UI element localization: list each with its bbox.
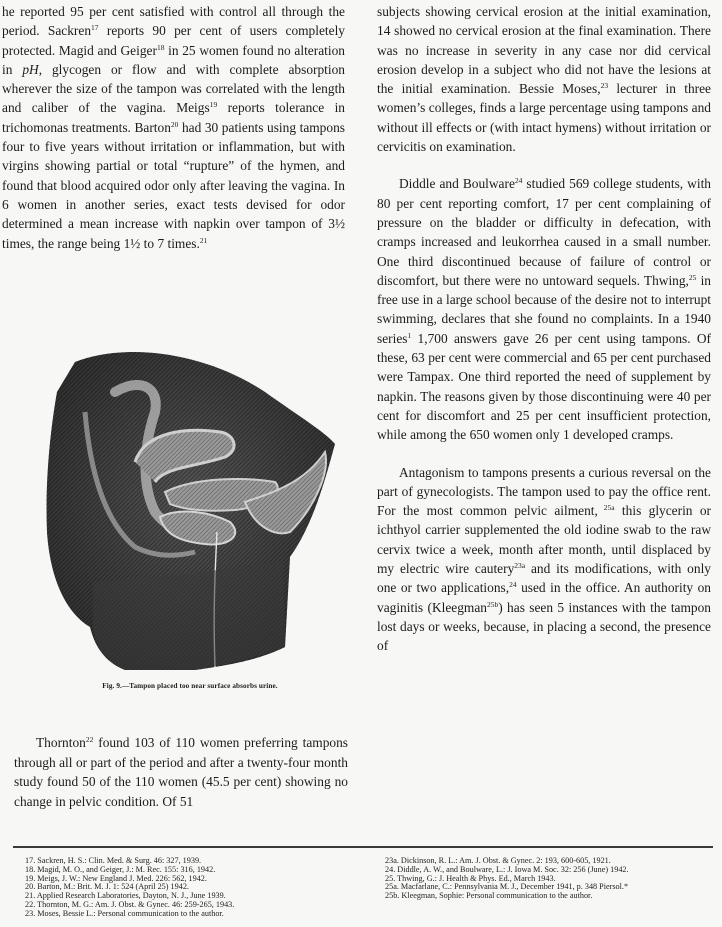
footnote-ref: 20 (170, 119, 179, 129)
figure-9-illustration (45, 332, 337, 680)
paragraph-spacer (377, 445, 711, 463)
text-run: this glycerin or ichthyol carrier supplemented the old iodine swab to the raw cervix twice a week, month after month, until displaced by my electric wire cautery (377, 503, 712, 577)
paragraph-thornton (14, 733, 348, 811)
footnote-ref: 25a (597, 503, 615, 513)
paragraph-cervical-erosion (377, 2, 711, 156)
footnote-ref: 24 (514, 176, 523, 186)
footnote-ref: 25 (688, 272, 697, 282)
footnote-ref: 1 (407, 330, 412, 340)
text-run: , glycogen or flow and with complete absorption wherever the size of the tampon was correlated with the length and caliber of the vagina. Meigs (2, 61, 345, 116)
footnote-ref: 21 (199, 235, 208, 245)
footnote-ref: 17 (91, 23, 99, 33)
text-run: 1,700 answers gave 26 per cent using tampons. Of these, 63 per cent were commercial and 65 per cent purchased were Tampax. One third reported the need of supplement by napkin. The reasons given by those discontinuing were 40 per cent for discomfort and 25 per cent insufficient protection, while among the 650 women only 1 developed cramps. (377, 330, 711, 443)
text-run: in free use in a large school because of the desire not to interrupt swimming, declares that she found no complaints. In a 1940 series (377, 272, 712, 346)
text-run: Thornton (36, 735, 86, 750)
text-run: used in the office. An authority on vaginitis (Kleegman (377, 580, 711, 615)
reference-22: 22. Thornton, M. G.: Am. J. Obst. & Gynec. 46: 259-265, 1943. (25, 899, 235, 909)
right-column (377, 2, 711, 656)
reference-23a: 23a. Dickinson, R. L.: Am. J. Obst. & Gynec. 2: 193, 600-605, 1921. (385, 856, 611, 865)
text-run: in 25 women found no alteration in (2, 42, 345, 77)
text-run: he reported 95 per cent satisfied with control all through the period. Sackren (2, 4, 345, 39)
ph-term: pH (22, 61, 39, 77)
reference-25b: 25b. Kleegman, Sophie: Personal communication to the author. (385, 891, 593, 901)
footnote-ref: 23 (600, 81, 609, 91)
text-run: reports 90 per cent of users completely protected. Magid and Geiger (2, 23, 345, 58)
text-run: lecturer in three women’s colleges, finds a large percentage using tampons and without ill effects or (with intact hymens) without irritation or cervicitis on examination. (377, 81, 711, 155)
paragraph-diddle-boulware (377, 174, 711, 444)
pelvic-cross-section-image (45, 332, 337, 680)
text-run: Diddle and Boulware (399, 176, 515, 192)
paragraph-thornton-text (14, 733, 348, 811)
text-run: and its modifications, with only one or two applications, (377, 561, 711, 596)
references-left (25, 857, 355, 919)
text-run: ) has seen 5 instances with the tampon lost days or weeks, because, in placing a second, the presence of (377, 599, 711, 654)
text-run: reports tolerance in trichomonas treatments. Barton (2, 100, 345, 135)
reference-18: 18. Magid, M. O., and Geiger, J.: M. Rec. 155: 316, 1942. (25, 864, 216, 874)
reference-21: 21. Applied Research Laboratories, Dayton, N. J., June 1939. (25, 891, 226, 901)
text-run: found 103 of 110 women preferring tampons through all or part of the period and after a twenty-four month study found 50 of the 110 women (45.5 per cent) showing no change in pelvic condition. Of 51 (14, 735, 348, 809)
text-run: studied 569 college students, with 80 per cent reporting comfort, 17 per cent complaining of pressure on the bladder or difficulty in defecation, with cramps increased and leukorrhea caused in a small number. One third discontinued because of failure of control or discomfort, but there were no untoward sequels. Thwing, (377, 176, 711, 288)
paragraph-spacer (377, 156, 711, 174)
reference-25a: 25a. Macfarlane, C.: Pennsylvania M. J., December 1941, p. 348 Piersol.* (385, 882, 629, 892)
paragraph-sackren-magid-meigs-barton (2, 2, 345, 253)
footnote-divider (13, 846, 713, 848)
reference-24: 24. Diddle, A. W., and Boulware, L.: J. Iowa M. Soc. 32: 256 (June) 1942. (385, 864, 629, 874)
paragraph-antagonism (377, 463, 711, 656)
footnote-ref: 22 (85, 735, 94, 744)
text-run: subjects showing cervical erosion at the initial examination, 14 showed no cervical erosion at the final examination. There was no increase in severity in any case nor did cervical erosion develop in a subject who did not have the lesions at the initial examination. Bessie Moses, (377, 4, 711, 97)
reference-19: 19. Meigs, J. W.: New England J. Med. 226: 562, 1942. (25, 873, 207, 883)
footnote-ref: 18 (156, 42, 165, 52)
footnote-ref: 25b (486, 599, 499, 609)
reference-25: 25. Thwing, G.: J. Health & Phys. Ed., March 1943. (385, 873, 556, 883)
figure-caption: Fig. 9.—Tampon placed too near surface absorbs urine. (102, 682, 278, 690)
text-run: had 30 patients using tampons four to five years without irritation or inflammation, but with virgins showing partial or total “rupture” of the hymen, and found that blood acquired odor only after leaving the vagina. In 6 women in another series, exact tests devised for odor determined a mean increase with napkin over tampon of 3½ times, the range being 1½ to 7 times. (2, 119, 345, 251)
footnote-ref: 19 (209, 100, 218, 110)
footnote-ref: 23a (514, 561, 526, 571)
text-run: Antagonism to tampons presents a curious reversal on the part of gynecologists. The tampon used to pay the office rent. For the most common pelvic ailment, (377, 464, 711, 519)
reference-20: 20. Barton, M.: Brit. M. J. 1: 524 (April 25) 1942. (25, 882, 189, 892)
left-column (2, 2, 345, 253)
footnote-ref: 24 (509, 580, 517, 590)
reference-17: 17. Sackren, H. S.: Clin. Med. & Surg. 46: 327, 1939. (25, 856, 202, 865)
reference-23: 23. Moses, Bessie L.: Personal communication to the author. (25, 908, 224, 918)
references-right (385, 857, 710, 901)
